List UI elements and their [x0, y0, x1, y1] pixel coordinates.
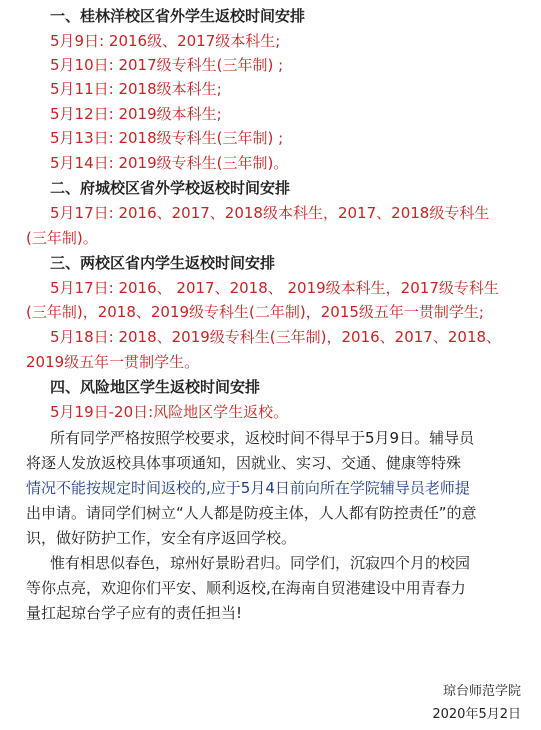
paragraph-1-line-5: 识，做好防护工作，安全有序返回学校。 [26, 529, 297, 547]
section-3-heading: 三、两校区省内学生返校时间安排 [50, 254, 276, 272]
section-2-line-2: (三年制)。 [26, 229, 98, 247]
section-3-line-4: 2019级五年一贯制学生。 [26, 353, 200, 371]
section-3-line-2: (三年制)，2018、2019级专科生(二年制)，2015级五年一贯制学生; [26, 303, 484, 321]
section-1-line-6: 5月14日: 2019级专科生(三年制)。 [50, 154, 289, 172]
section-4-heading: 四、风险地区学生返校时间安排 [50, 378, 261, 396]
section-1-line-4: 5月12日: 2019级本科生; [50, 105, 222, 123]
section-1-line-1: 5月9日: 2016级、2017级本科生; [50, 32, 281, 50]
paragraph-2-line-3: 量扛起琼台学子应有的责任担当! [26, 604, 243, 622]
section-1-line-3: 5月11日: 2018级本科生; [50, 80, 222, 98]
section-1-line-5: 5月13日: 2018级专科生(三年制) ; [50, 129, 284, 147]
section-1-heading: 一、桂林洋校区省外学生返校时间安排 [50, 7, 306, 25]
signature-date: 2020年5月2日 [432, 707, 521, 722]
paragraph-2-line-2: 等你点亮，欢迎你们平安、顺利返校,在海南自贸港建设中用青春力 [26, 579, 466, 597]
section-2-heading: 二、府城校区省外学校返校时间安排 [50, 179, 291, 197]
section-2-line-1: 5月17日: 2016、2017、2018级本科生，2017、2018级专科生 [50, 204, 490, 222]
paragraph-2-line-1: 惟有相思似春色，琼州好景盼君归。同学们，沉寂四个月的校园 [50, 554, 471, 572]
section-4-line-1: 5月19日-20日:风险地区学生返校。 [50, 403, 289, 421]
paragraph-1-line-4: 出申请。请同学们树立“人人都是防疫主体，人人都有防控责任”的意 [26, 504, 477, 522]
paragraph-1-line-1: 所有同学严格按照学校要求，返校时间不得早于5月9日。辅导员 [50, 429, 475, 447]
signature-org: 琼台师范学院 [442, 684, 521, 699]
section-3-line-1: 5月17日: 2016、 2017、2018、 2019级本科生，2017级专科生 [50, 279, 499, 297]
section-1-line-2: 5月10日: 2017级专科生(三年制) ; [50, 56, 284, 74]
paragraph-1-line-2: 将逐人发放返校具体事项通知，因就业、实习、交通、健康等特殊 [26, 454, 462, 472]
paragraph-1-line-3: 情况不能按规定时间返校的,应于5月4日前向所在学院辅导员老师提 [26, 479, 470, 497]
section-3-line-3: 5月18日: 2018、2019级专科生(三年制)，2016、2017、2018、 [50, 328, 502, 346]
